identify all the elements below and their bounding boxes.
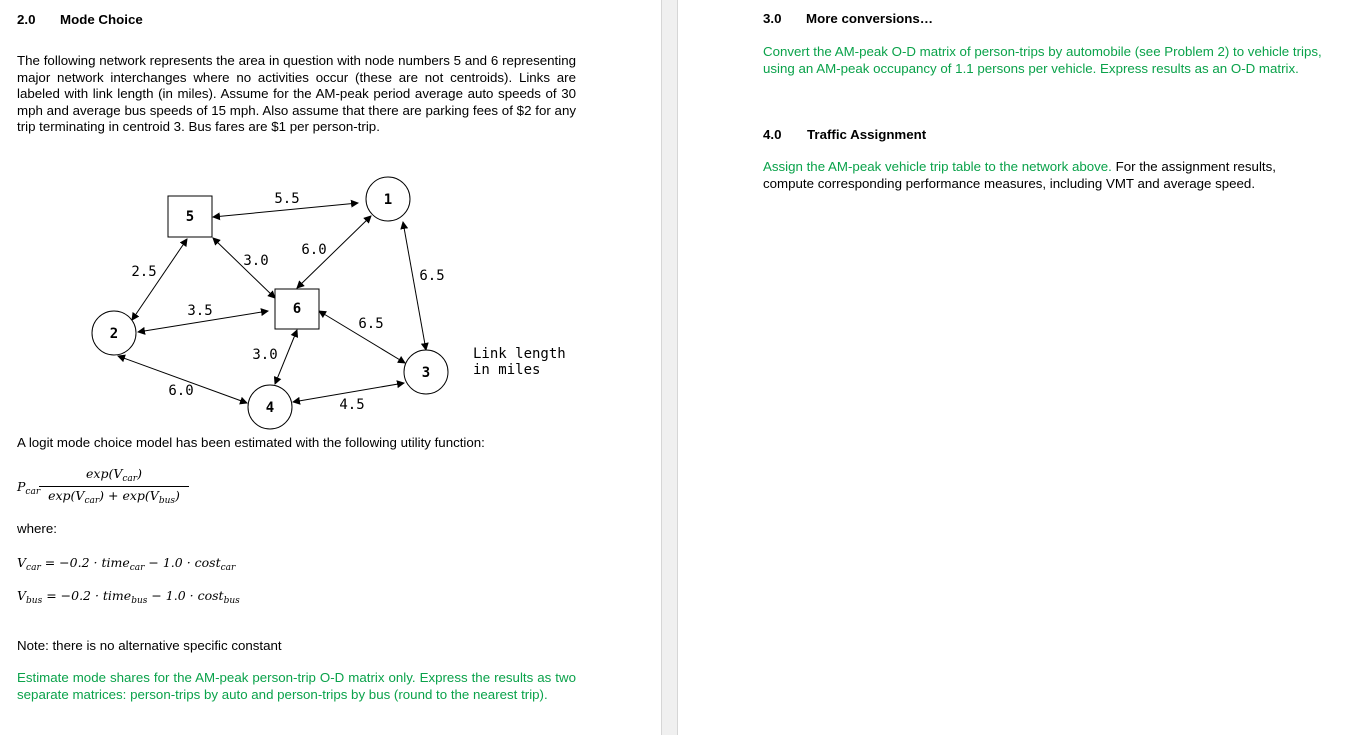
node-label: 4 — [265, 400, 275, 416]
link-length-label: 3.5 — [187, 303, 213, 319]
section-heading-more-conversions — [763, 11, 934, 26]
assignment-task — [763, 159, 1322, 192]
mode-choice-task: Estimate mode shares for the AM-peak person-trip O-D matrix only. Express the results as two separate matrices: person-trips by auto and person-trips by bus (round to the nearest trip). — [17, 670, 576, 702]
section-number: 2.0 — [17, 12, 36, 27]
logit-intro-text: A logit mode choice model has been estimated with the following utility function: — [17, 435, 485, 450]
assignment-task-black: For the assignment results, compute corresponding performance measures, including VMT and average speed. — [763, 159, 1276, 191]
node-label: 3 — [421, 365, 431, 381]
formula-vcar: $V_{car} = -0.2$ · time$_{car}$ − 1.0 · cost$_{car}$ — [17, 555, 236, 573]
section-title: More conversions… — [806, 11, 934, 26]
node-label: 2 — [109, 326, 119, 342]
link-length-label: 4.5 — [339, 397, 365, 413]
link-length-label: 3.0 — [243, 253, 269, 269]
assignment-task-green: Assign the AM-peak vehicle trip table to the network above. — [763, 159, 1112, 174]
section-number: 4.0 — [763, 127, 782, 142]
page-gutter — [661, 0, 678, 735]
formula-vbus: $V_{bus} = -0.2$ · time$_{bus}$ − 1.0 · cost$_{bus}$ — [17, 588, 240, 606]
legend-text: in miles — [473, 362, 541, 378]
link-length-label: 6.5 — [419, 268, 445, 284]
network-diagram — [0, 160, 620, 440]
document-page-right — [678, 0, 1346, 735]
link-length-label: 6.0 — [301, 242, 327, 258]
note-text: Note: there is no alternative specific constant — [17, 638, 282, 653]
formula-pcar-lhs: $P_{car}$ — [17, 479, 41, 497]
section-heading-traffic-assignment — [763, 127, 927, 142]
node-label: 1 — [383, 192, 393, 208]
link-6-4 — [275, 330, 297, 384]
legend-text: Link length — [473, 346, 566, 362]
link-length-label: 3.0 — [252, 347, 278, 363]
link-length-label: 6.5 — [358, 316, 384, 332]
intro-paragraph: The following network represents the area in question with node numbers 5 and 6 representing major network interchanges where no activities occur (these are not centroids). Links are labeled with link length (in miles). Assume for the AM-peak period average auto speeds of 30 mph and average bus speeds of 15 mph. Also assume that there are parking fees of $2 for any trip terminating in centroid 3. Bus fares are $1 per person-trip. — [17, 53, 576, 134]
section-title: Mode Choice — [60, 12, 143, 27]
node-label: 6 — [292, 301, 302, 317]
link-length-label: 2.5 — [131, 264, 157, 280]
where-text: where: — [17, 521, 57, 536]
link-1-3 — [403, 222, 426, 350]
formula-pcar-fraction: $\exp(V_{car})$ $\exp(V_{car}) + \exp(V_{bus})$ — [39, 466, 189, 508]
section-heading-mode-choice — [17, 12, 143, 27]
link-length-label: 6.0 — [168, 383, 194, 399]
link-length-label: 5.5 — [274, 191, 300, 207]
document-page-left — [0, 0, 661, 735]
section-number: 3.0 — [763, 11, 782, 26]
conversion-task: Convert the AM-peak O-D matrix of person-trips by automobile (see Problem 2) to vehicle trips, using an AM-peak occupancy of 1.1 persons per vehicle. Express results as an O-D matrix. — [763, 44, 1322, 76]
node-label: 5 — [185, 209, 195, 225]
section-title: Traffic Assignment — [807, 127, 927, 142]
